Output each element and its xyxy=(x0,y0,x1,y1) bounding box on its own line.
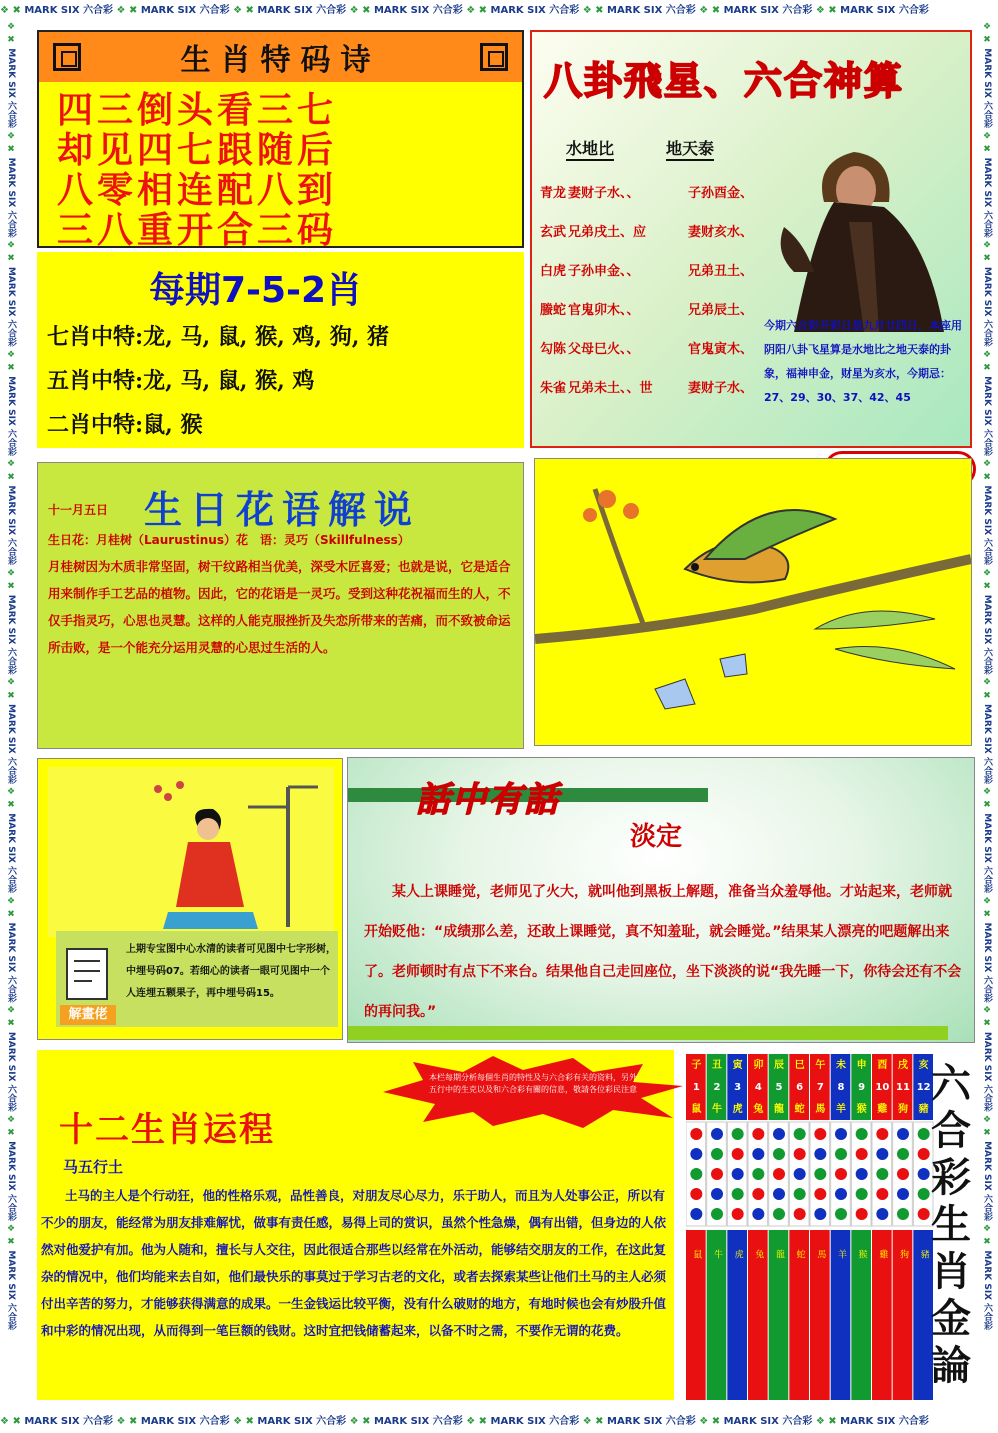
bagua-cell: 子孙酉金、 xyxy=(688,186,754,201)
zodiac-branch-label: 亥 xyxy=(918,1060,929,1071)
zodiac-animal-label: 虎 xyxy=(732,1104,743,1115)
zodiac-combo-label: 猴 xyxy=(856,1249,867,1259)
zodiac-combo-label: 豬 xyxy=(918,1249,929,1259)
zodiac-ball xyxy=(814,1168,826,1180)
poem-line: 三八重开合三码 xyxy=(57,209,338,251)
bird-branch-illustration xyxy=(535,459,971,745)
zodiac-poem-panel xyxy=(37,30,524,251)
flower-body: 月桂树因为木质非常坚固，树干纹路相当优美，深受木匠喜爱；也就是说，它是适合用来制作手工艺品的植物。因此，它的花语是一灵巧。受到这种花祝福而生的人，不仅手指灵巧，心思也灵慧。这样的人能克服挫折及失恋所带来的苦痛，而不致被命运所击败，是一个能充分运用灵慧的心思过生活的人。 xyxy=(48,559,511,655)
zodiac-number-label: 4 xyxy=(754,1082,762,1093)
bagua-row xyxy=(540,338,768,377)
zodiac-ball xyxy=(690,1208,702,1220)
zodiac-ball xyxy=(690,1128,702,1140)
mystery-bird-picture xyxy=(534,458,972,746)
zodiac-ball xyxy=(773,1168,785,1180)
bagua-cell: 兄弟丑土、 xyxy=(688,264,754,279)
zodiac-grid xyxy=(686,1054,934,1400)
bagua-cell: 兄弟戌土、应 xyxy=(568,225,647,240)
zodiac-combo-label: 羊 xyxy=(836,1249,846,1259)
sage-figure-illustration xyxy=(754,132,964,332)
zodiac-combo-label: 牛 xyxy=(712,1249,722,1259)
child-tree-illustration xyxy=(48,767,334,937)
zodiac-ball xyxy=(876,1168,888,1180)
bagua-row xyxy=(540,182,768,221)
zodiac-animal-label: 牛 xyxy=(712,1104,722,1115)
zodiac-number-table xyxy=(686,1054,934,1400)
fortune-subtitle: 马五行土 xyxy=(63,1158,124,1176)
bagua-table xyxy=(540,182,768,416)
poem-line: 却见四七跟随后 xyxy=(57,129,338,171)
joke-body: 某人上课睡觉，老师见了火大，就叫他到黑板上解题，准备当众羞辱他。才站起来，老师就开始贬他：“成绩那么差，还敢上课睡觉，真不知羞耻，就会睡觉。”结果某人漂亮的吧题解出来了。老师顿时有点下不来台。结果他自己走回座位，坐下淡淡的说“我先睡一下，你待会还有不会的再问我。” xyxy=(364,884,962,1020)
zodiac-branch-label: 寅 xyxy=(732,1060,743,1071)
zodiac-ball xyxy=(814,1148,826,1160)
zodiac-ball xyxy=(897,1188,909,1200)
starburst-note: 本栏每期分析每個生肖的特性及与六合彩有关的资料，另外五行中的生克以及和六合彩有關的信息，敬請各位彩民注意 xyxy=(429,1073,637,1094)
zodiac-ball xyxy=(773,1208,785,1220)
bagua-note: 今期六合彩开彩日是九月廿四日，本座用阴阳八卦飞星算是水地比之地天泰的卦象，福神申金，财星为亥水，今期忌：27、29、30、37、42、45 xyxy=(764,319,962,404)
zodiac-ball xyxy=(856,1168,868,1180)
zodiac-ball xyxy=(835,1188,847,1200)
bottom-border: ❖ ✖ MARK SIX 六合彩 ❖ ✖ MARK SIX 六合彩 ❖ ✖ MARK SIX 六合彩 ❖ ✖ MARK SIX 六合彩 ❖ ✖ MARK SIX 六合彩 ❖ ✖ MARK SIX 六合彩 ❖ ✖ MARK SIX 六合彩 ❖ ✖ MARK SIX 六合彩 xyxy=(0,1411,998,1433)
book-icon xyxy=(62,941,112,1011)
bagua-cell: 官鬼寅木、 xyxy=(688,342,754,357)
zodiac-ball xyxy=(732,1208,744,1220)
bagua-panel xyxy=(530,30,972,448)
zodiac-ball xyxy=(856,1128,868,1140)
zodiac-ball xyxy=(794,1148,806,1160)
bagua-cell: 妻财亥水、 xyxy=(688,225,754,240)
zodiac-number-label: 9 xyxy=(858,1082,866,1093)
zodiac-title: 六 合 彩 生 肖 金 論 xyxy=(931,1060,971,1389)
zodiac-ball xyxy=(711,1128,723,1140)
riddle-text: 上期专宝图中心水清的读者可见图中七字形树，中埋号码07。若细心的读者一眼可见图中一个人连埋五颗果子，再中埋号码15。 xyxy=(126,944,336,999)
zodiac-ball xyxy=(794,1128,806,1140)
joke-bottom-bar xyxy=(348,1026,948,1040)
zodiac-branch-label: 申 xyxy=(856,1060,867,1071)
zodiac-branch-label: 酉 xyxy=(877,1060,888,1071)
weekly-line: 七肖中特:龙, 马, 鼠, 猴, 鸡, 狗, 猪 xyxy=(47,324,390,350)
zodiac-animal-label: 鼠 xyxy=(691,1104,702,1115)
zodiac-ball xyxy=(690,1148,702,1160)
zodiac-combo-label: 蛇 xyxy=(794,1249,805,1259)
zodiac-ball xyxy=(856,1208,868,1220)
zodiac-combo-label: 虎 xyxy=(732,1249,743,1259)
riddle-label: 解畫佬 xyxy=(60,1005,116,1025)
zodiac-combo-label: 狗 xyxy=(898,1249,908,1259)
square-ornament-icon xyxy=(53,43,81,71)
zodiac-ball xyxy=(752,1168,764,1180)
zodiac-ball xyxy=(876,1208,888,1220)
zodiac-ball xyxy=(732,1148,744,1160)
zodiac-number-label: 8 xyxy=(837,1082,845,1093)
bagua-cell: 子孙申金、、 xyxy=(568,264,640,279)
zodiac-branch-label: 卯 xyxy=(753,1060,764,1071)
zodiac-branch-label: 戌 xyxy=(898,1060,908,1071)
right-border: ❖ ✖ MARK SIX 六合彩 ❖ ✖ MARK SIX 六合彩 ❖ ✖ MARK SIX 六合彩 ❖ ✖ MARK SIX 六合彩 ❖ ✖ MARK SIX 六合彩 ❖ ✖ MARK SIX 六合彩 ❖ ✖ MARK SIX 六合彩 ❖ ✖ MARK SIX 六合彩 ❖ ✖ MARK SIX 六合彩 ❖ ✖ MARK SIX 六合彩 ❖ ✖ MARK SIX 六合彩 ❖ ✖ MARK SIX 六合彩 xyxy=(982,22,992,1331)
bagua-cell: 白虎 xyxy=(540,264,567,279)
bagua-cell: 官鬼卯木、、 xyxy=(568,303,640,318)
flower-subtitle: 生日花：月桂树（Laurustinus）花 语：灵巧（Skillfulness） xyxy=(48,533,410,547)
joke-subtitle: 淡定 xyxy=(630,822,683,852)
zodiac-ball xyxy=(732,1168,744,1180)
zodiac-ball xyxy=(856,1188,868,1200)
zodiac-ball xyxy=(814,1208,826,1220)
zodiac-animal-label: 狗 xyxy=(898,1104,908,1115)
zodiac-animal-label: 馬 xyxy=(815,1104,826,1115)
fortune-title: 十二生肖运程 xyxy=(59,1110,275,1150)
zodiac-animal-label: 羊 xyxy=(836,1104,846,1115)
poem-title: 生肖特码诗 xyxy=(180,43,381,78)
zodiac-animal-label: 龍 xyxy=(774,1104,784,1115)
birthday-flower-panel xyxy=(37,462,524,749)
zodiac-ball xyxy=(732,1188,744,1200)
zodiac-number-label: 12 xyxy=(916,1082,931,1093)
zodiac-animal-label: 猴 xyxy=(856,1104,867,1115)
zodiac-ball xyxy=(752,1128,764,1140)
zodiac-number-label: 7 xyxy=(816,1082,824,1093)
zodiac-ball xyxy=(814,1128,826,1140)
left-border: ❖ ✖ MARK SIX 六合彩 ❖ ✖ MARK SIX 六合彩 ❖ ✖ MARK SIX 六合彩 ❖ ✖ MARK SIX 六合彩 ❖ ✖ MARK SIX 六合彩 ❖ ✖ MARK SIX 六合彩 ❖ ✖ MARK SIX 六合彩 ❖ ✖ MARK SIX 六合彩 ❖ ✖ MARK SIX 六合彩 ❖ ✖ MARK SIX 六合彩 ❖ ✖ MARK SIX 六合彩 ❖ ✖ MARK SIX 六合彩 xyxy=(6,22,16,1331)
zodiac-ball xyxy=(711,1148,723,1160)
zodiac-number-label: 6 xyxy=(796,1082,804,1093)
zodiac-combo-label: 馬 xyxy=(815,1249,826,1259)
flower-date: 十一月五日 xyxy=(48,503,109,517)
zodiac-ball xyxy=(835,1208,847,1220)
zodiac-number-label: 1 xyxy=(692,1082,700,1093)
zodiac-fortune-panel xyxy=(37,1050,674,1400)
bagua-row xyxy=(540,377,768,416)
zodiac-number-label: 11 xyxy=(896,1082,910,1093)
zodiac-ball xyxy=(814,1188,826,1200)
top-border: ❖ ✖ MARK SIX 六合彩 ❖ ✖ MARK SIX 六合彩 ❖ ✖ MARK SIX 六合彩 ❖ ✖ MARK SIX 六合彩 ❖ ✖ MARK SIX 六合彩 ❖ ✖ MARK SIX 六合彩 ❖ ✖ MARK SIX 六合彩 ❖ ✖ MARK SIX 六合彩 xyxy=(0,0,998,22)
bagua-title: 八卦飛星、六合神算 xyxy=(544,58,905,103)
bagua-cell: 玄武 xyxy=(540,225,567,240)
zodiac-ball xyxy=(773,1148,785,1160)
zodiac-branch-label: 未 xyxy=(836,1060,846,1071)
zodiac-ball xyxy=(897,1168,909,1180)
joke-panel xyxy=(347,757,975,1043)
zodiac-ball xyxy=(897,1208,909,1220)
zodiac-number-label: 10 xyxy=(875,1082,890,1093)
zodiac-ball xyxy=(897,1148,909,1160)
bagua-cell: 父母巳火、、 xyxy=(568,342,640,357)
bagua-cell: 青龙 xyxy=(540,186,567,201)
weekly-line: 五肖中特:龙, 马, 鼠, 猴, 鸡 xyxy=(47,368,315,394)
joke-title: 話中有話 xyxy=(416,780,560,820)
bagua-row xyxy=(540,260,768,299)
zodiac-ball xyxy=(690,1188,702,1200)
bagua-row xyxy=(540,299,768,338)
zodiac-title-column xyxy=(926,1060,976,1396)
zodiac-ball xyxy=(794,1168,806,1180)
bagua-col-header: 地天泰 xyxy=(666,136,714,161)
weekly-picks-panel xyxy=(37,252,524,448)
zodiac-ball xyxy=(794,1188,806,1200)
zodiac-ball xyxy=(711,1188,723,1200)
square-ornament-icon xyxy=(480,43,508,71)
zodiac-branch-label: 子 xyxy=(691,1060,702,1071)
bagua-cell: 朱雀 xyxy=(540,381,567,396)
weekly-line: 二肖中特:鼠, 猴 xyxy=(47,412,203,438)
zodiac-animal-label: 雞 xyxy=(877,1104,888,1115)
bagua-row xyxy=(540,221,768,260)
bagua-cell: 兄弟辰土、 xyxy=(688,303,754,318)
flower-title: 生日花语解说 xyxy=(144,487,421,532)
zodiac-branch-label: 辰 xyxy=(774,1060,784,1071)
zodiac-ball xyxy=(876,1128,888,1140)
zodiac-animal-label: 蛇 xyxy=(794,1104,805,1115)
zodiac-ball xyxy=(690,1168,702,1180)
zodiac-ball xyxy=(752,1188,764,1200)
bagua-cell: 勾陈 xyxy=(540,342,567,357)
zodiac-ball xyxy=(835,1128,847,1140)
zodiac-number-label: 2 xyxy=(713,1082,721,1093)
zodiac-ball xyxy=(835,1148,847,1160)
poem-header xyxy=(39,32,522,82)
riddle-panel xyxy=(37,758,343,1040)
zodiac-combo-label: 龍 xyxy=(774,1249,784,1259)
zodiac-ball xyxy=(732,1128,744,1140)
bagua-cell: 兄弟未土、、世 xyxy=(568,381,653,396)
zodiac-ball xyxy=(897,1128,909,1140)
bagua-col-header: 水地比 xyxy=(566,136,614,161)
poem-line: 四三倒头看三七 xyxy=(57,89,338,131)
bagua-cell: 螣蛇 xyxy=(540,303,567,318)
zodiac-number-label: 5 xyxy=(775,1082,783,1093)
poem-line: 八零相连配八到 xyxy=(57,169,338,211)
zodiac-ball xyxy=(773,1188,785,1200)
zodiac-branch-label: 巳 xyxy=(794,1060,805,1071)
zodiac-combo-label: 雞 xyxy=(877,1249,888,1259)
zodiac-ball xyxy=(711,1168,723,1180)
riddle-answer-box xyxy=(56,931,338,1027)
zodiac-ball xyxy=(856,1148,868,1160)
zodiac-number-label: 3 xyxy=(734,1082,742,1093)
zodiac-ball xyxy=(773,1128,785,1140)
zodiac-combo-label: 鼠 xyxy=(691,1249,702,1259)
bagua-cell: 妻财子水、 xyxy=(688,381,754,396)
zodiac-ball xyxy=(835,1168,847,1180)
bagua-cell: 妻财子水、、 xyxy=(568,186,640,201)
fortune-body: 土马的主人是个行动狂，他的性格乐观，品性善良，对朋友尽心尽力，乐于助人，而且为人处事公正，所以有不少的朋友，能经常为朋友排难解忧，做事有责任感，易得上司的赏识，虽然个性急燥，偶有出错，但身边的人依然对他爱护有加。他为人随和，擅长与人交往，因此很适合那些以经常在外活动，能够结交朋友的工作，在这此复杂的情况中，他们均能来去自如，他们最快乐的事莫过于学习古老的文化，或者去探索某些让他们土马的主人必须付出辛苦的努力，才能够获得满意的成果。一生金钱运比较平衡，没有什么破财的地方，有地时候也会有炒股升值和中彩的情况出现，从而得到一笔巨额的钱财。这时宜把钱储蓄起来，以备不时之需，不要作无谓的花费。 xyxy=(41,1188,667,1338)
zodiac-ball xyxy=(876,1148,888,1160)
zodiac-branch-label: 丑 xyxy=(712,1060,722,1071)
zodiac-ball xyxy=(876,1188,888,1200)
zodiac-ball xyxy=(711,1208,723,1220)
zodiac-branch-label: 午 xyxy=(815,1060,826,1071)
zodiac-ball xyxy=(752,1148,764,1160)
zodiac-ball xyxy=(794,1208,806,1220)
poem-lines xyxy=(57,90,337,250)
zodiac-animal-label: 兔 xyxy=(753,1104,764,1115)
weekly-headline: 每期7-5-2肖 xyxy=(149,270,363,311)
zodiac-ball xyxy=(752,1208,764,1220)
zodiac-combo-label: 兔 xyxy=(753,1249,764,1259)
zodiac-animal-label: 豬 xyxy=(918,1104,929,1115)
